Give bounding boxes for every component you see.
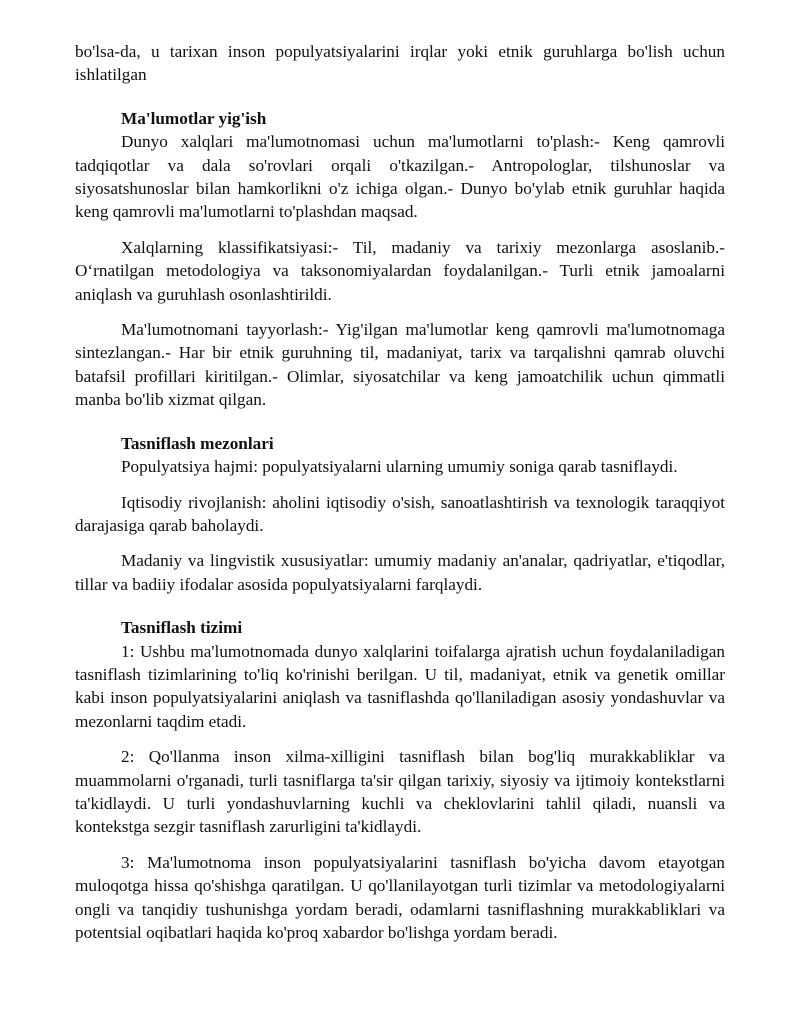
heading-system: Tasniflash tizimi — [121, 618, 243, 638]
data-collection-paragraph-3: Ma'lumotnomani tayyorlash:- Yig'ilgan ma'lumotlar keng qamrovli ma'lumotnomaga sintezlangan.- Har bir etnik guruhning til, madaniyat, tarix va tarqalishni qamrab oluvchi batafsil profillari kiritilgan.- Olimlar, siyosatchilar va keng jamoatchilik uchun qimmatli manba bo'lib xizmat qilgan. — [75, 320, 725, 410]
system-paragraph-1: 1: Ushbu ma'lumotnomada dunyo xalqlarini toifalarga ajratish uchun foydalaniladigan tasniflash tizimlarining to'liq ko'rinishi berilgan. U til, madaniyat, etnik va genetik omillar kabi inson populyatsiyalarini aniqlash va tasniflashda qo'llaniladigan asosiy yondashuvlar va mezonlarni taqdim etadi. — [75, 641, 725, 731]
system-paragraph-3: 3: Ma'lumotnoma inson populyatsiyalarini tasniflash bo'yicha davom etayotgan muloqotga hissa qo'shishga qaratilgan. U qo'llanilayotgan turli tizimlar va metodologiyalarni ongli va tanqidiy tushunishga yordam beradi, odamlarni tasniflashning murakkabliklari va potentsial oqibatlari haqida ko'proq xabardor bo'lishga yordam beradi. — [75, 852, 725, 942]
system-paragraph-2: 2: Qo'llanma inson xilma-xilligini tasniflash bilan bog'liq murakkabliklar va muammolarni o'rganadi, turli tasniflarga ta'sir qilgan tarixiy, siyosiy va ijtimoiy kontekstlarni ta'kidlaydi. U turli yondashuvlarning kuchli va cheklovlarini tahlil qiladi, nuansli va kontekstga sezgir tasniflash zarurligini ta'kidlaydi. — [75, 747, 725, 837]
data-collection-paragraph-1: Dunyo xalqlari ma'lumotnomasi uchun ma'lumotlarni to'plash:- Keng qamrovli tadqiqotlar va dala so'rovlari orqali o'tkazilgan.- Antropologlar, tilshunoslar va siyosatshunoslar bilan hamkorlikni o'z ichiga olgan.- Dunyo bo'ylab etnik guruhlar haqida keng qamrovli ma'lumotlarni to'plashdan maqsad. — [75, 132, 725, 222]
document-page — [75, 40, 725, 944]
heading-data-collection: Ma'lumotlar yig'ish — [121, 108, 267, 128]
heading-criteria: Tasniflash mezonlari — [121, 433, 274, 453]
data-collection-paragraph-2: Xalqlarning klassifikatsiyasi:- Til, madaniy va tarixiy mezonlarga asoslanib.- O‘rnatilgan metodologiya va taksonomiyalardan foydalanilgan.- Turli etnik jamoalarni aniqlash va guruhlash osonlashtirildi. — [75, 237, 725, 304]
criteria-paragraph-2: Iqtisodiy rivojlanish: aholini iqtisodiy o'sish, sanoatlashtirish va texnologik taraqqiyot darajasiga qarab baholaydi. — [75, 492, 725, 535]
intro-paragraph: bo'lsa-da, u tarixan inson populyatsiyalarini irqlar yoki etnik guruhlarga bo'lish uchun ishlatilgan — [75, 42, 725, 85]
criteria-paragraph-3: Madaniy va lingvistik xususiyatlar: umumiy madaniy an'analar, qadriyatlar, e'tiqodlar, tillar va badiiy ifodalar asosida populyatsiyalarni farqlaydi. — [75, 551, 725, 594]
criteria-paragraph-1: Populyatsiya hajmi: populyatsiyalarni ularning umumiy soniga qarab tasniflaydi. — [121, 457, 678, 477]
